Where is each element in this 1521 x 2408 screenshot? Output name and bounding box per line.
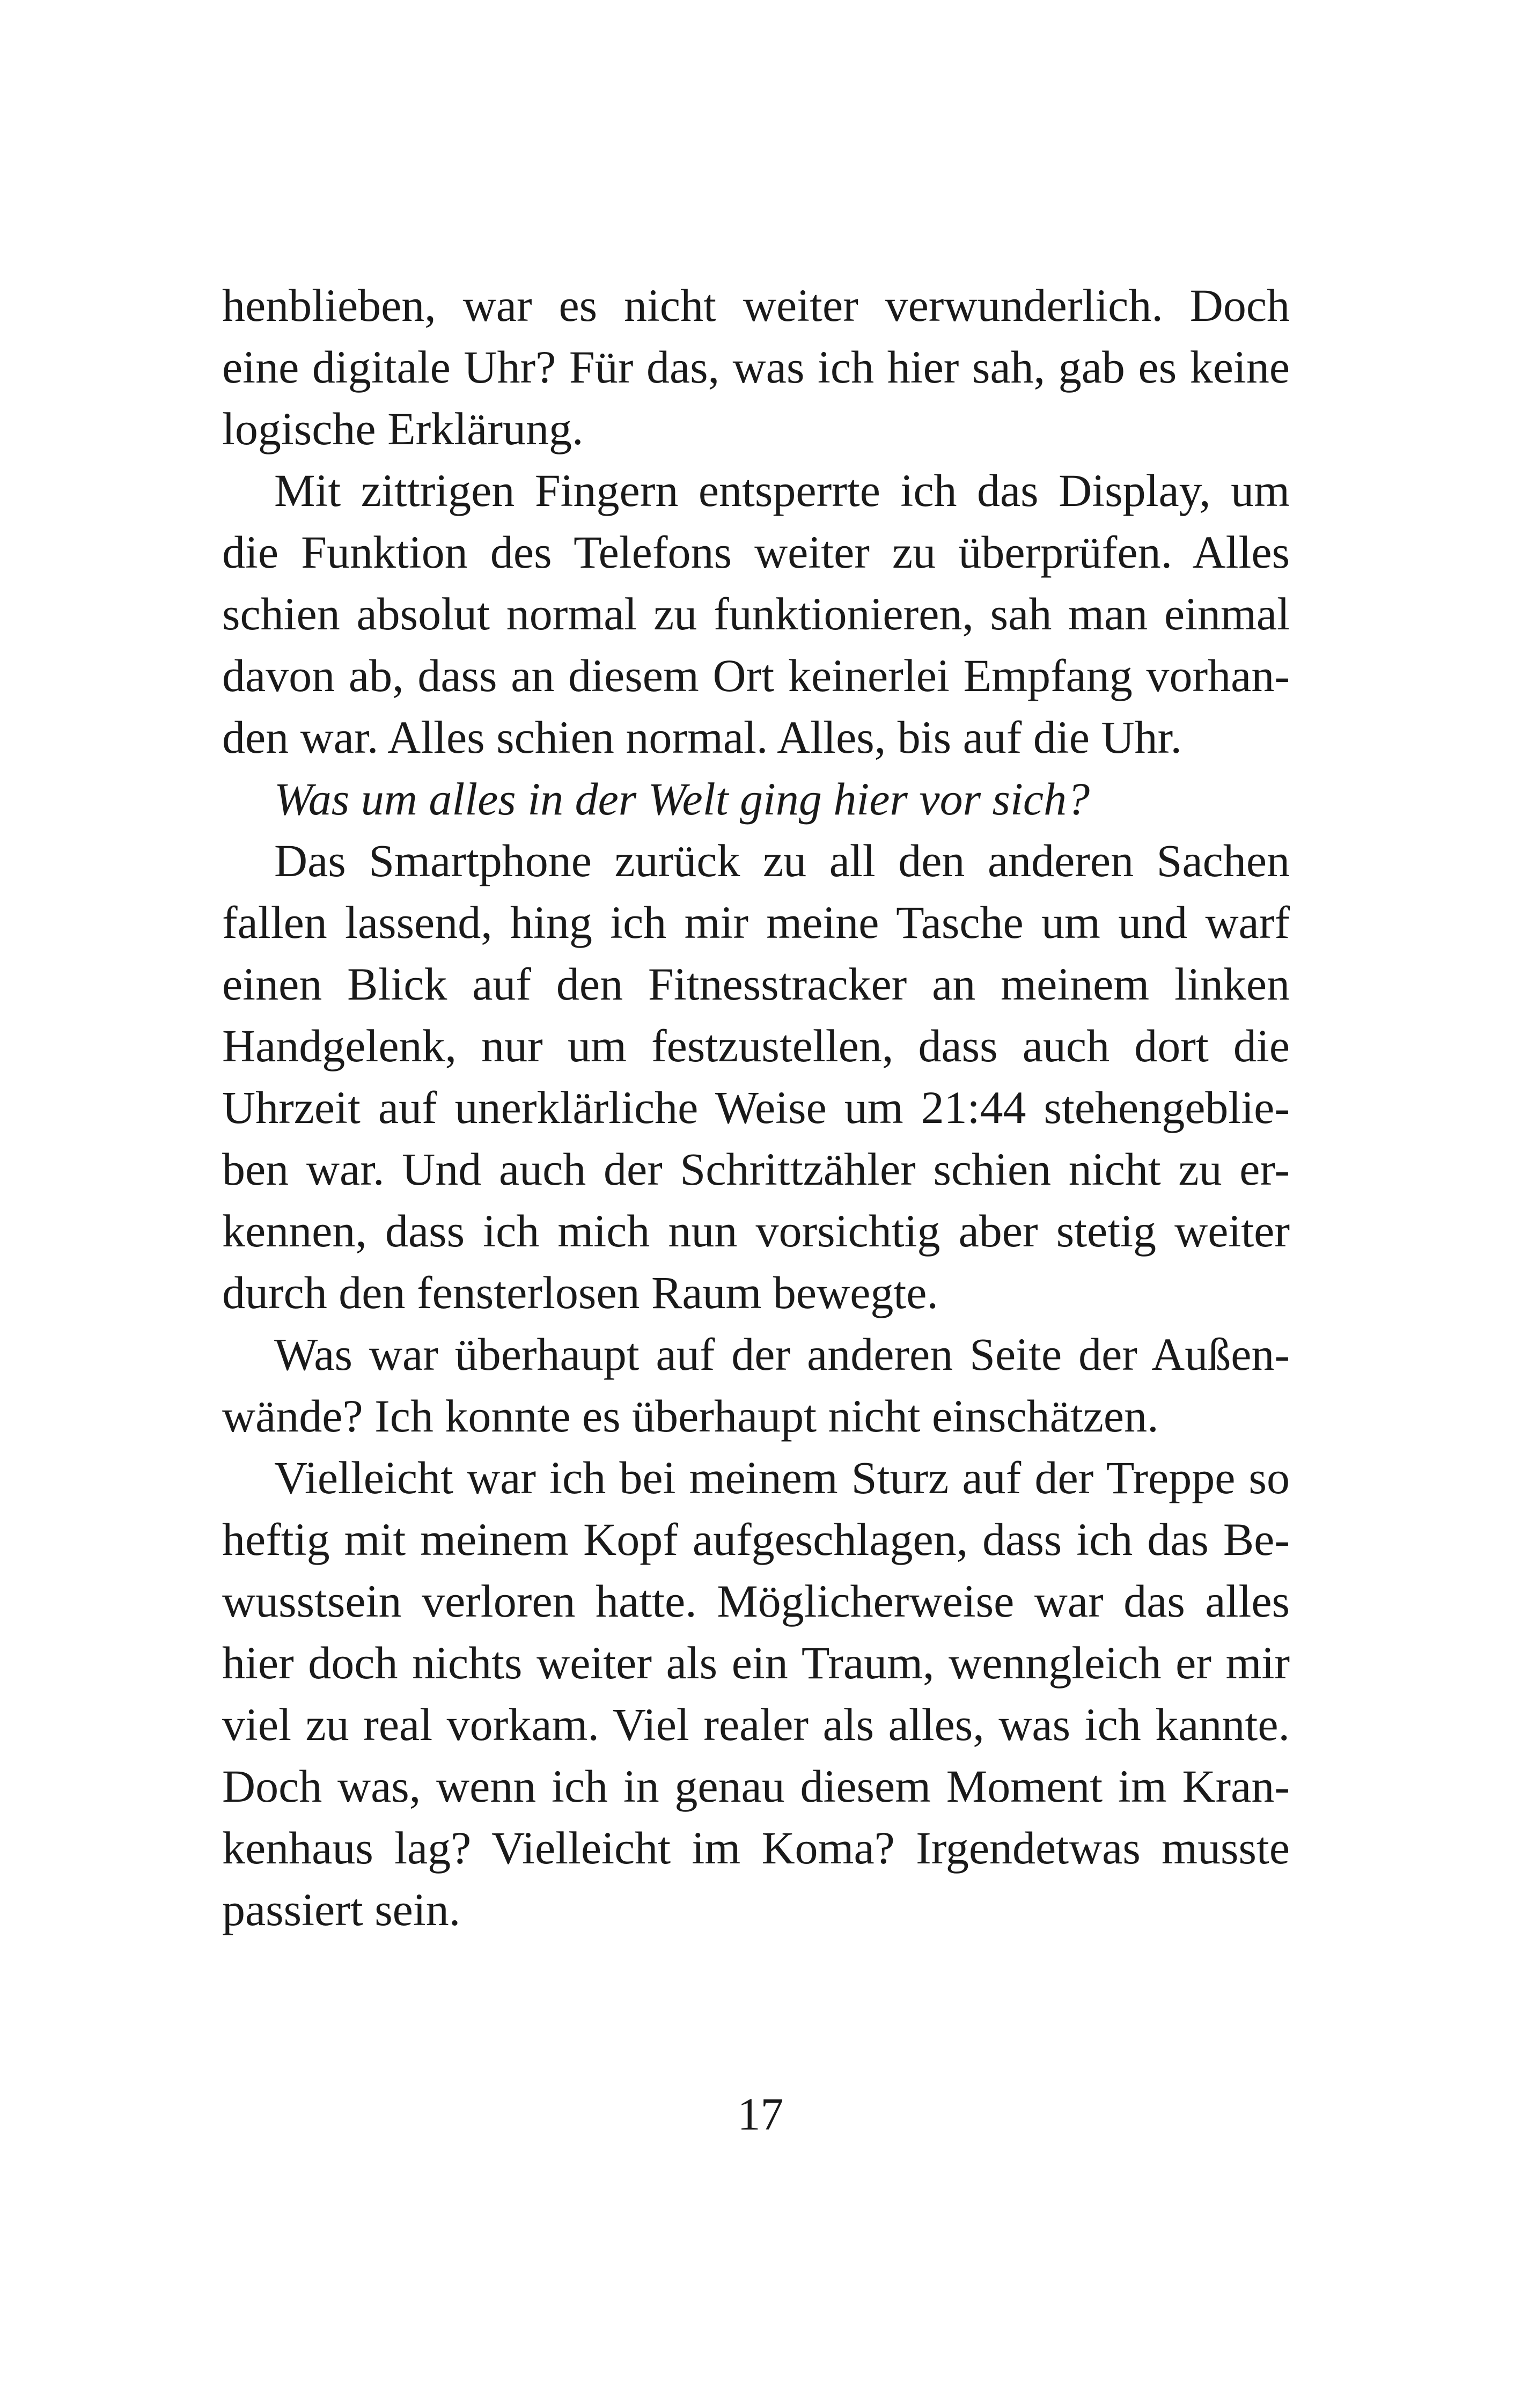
text-line: eine digitale Uhr? Für das, was ich hier sah, gab es keine	[222, 341, 1290, 393]
text-line: passiert sein.	[222, 1884, 461, 1935]
text-line: Uhrzeit auf unerklärliche Weise um 21:44 stehengeblie-	[222, 1082, 1290, 1133]
text-line: davon ab, dass an diesem Ort keinerlei Empfang vorhan-	[222, 650, 1290, 701]
text-line: logische Erklärung.	[222, 403, 584, 454]
text-line: Das Smartphone zurück zu all den anderen Sachen	[274, 835, 1290, 886]
text-line: schien absolut normal zu funktionieren, sah man einmal	[222, 588, 1290, 640]
text-line: ben war. Und auch der Schrittzähler schien nicht zu er-	[222, 1143, 1290, 1195]
text-line: wände? Ich konnte es überhaupt nicht einschätzen.	[222, 1390, 1159, 1442]
text-line: Was war überhaupt auf der anderen Seite der Außen-	[274, 1328, 1290, 1380]
text-line: fallen lassend, hing ich mir meine Tasche um und warf	[222, 897, 1290, 948]
italic-text-line: Was um alles in der Welt ging hier vor sich?	[274, 773, 1090, 825]
text-line: Doch was, wenn ich in genau diesem Moment im Kran-	[222, 1760, 1290, 1812]
text-line: wusstsein verloren hatte. Möglicherweise war das alles	[222, 1575, 1290, 1627]
text-line: hier doch nichts weiter als ein Traum, wenngleich er mir	[222, 1637, 1290, 1688]
text-line: einen Blick auf den Fitnesstracker an meinem linken	[222, 958, 1290, 1010]
text-line: henblieben, war es nicht weiter verwunderlich. Doch	[222, 280, 1290, 331]
text-line: die Funktion des Telefons weiter zu überprüfen. Alles	[222, 526, 1290, 578]
body-text	[222, 275, 1290, 1941]
text-line: Mit zittrigen Fingern entsperrte ich das Display, um	[274, 465, 1290, 516]
text-line: heftig mit meinem Kopf aufgeschlagen, dass ich das Be-	[222, 1514, 1290, 1565]
text-line: kenhaus lag? Vielleicht im Koma? Irgendetwas musste	[222, 1822, 1290, 1874]
text-line: viel zu real vorkam. Viel realer als alles, was ich kannte.	[222, 1699, 1290, 1750]
page-number: 17	[737, 2088, 784, 2140]
text-line: durch den fensterlosen Raum bewegte.	[222, 1267, 938, 1318]
text-line: den war. Alles schien normal. Alles, bis auf die Uhr.	[222, 711, 1182, 763]
text-line: kennen, dass ich mich nun vorsichtig aber stetig weiter	[222, 1205, 1290, 1257]
text-line: Handgelenk, nur um festzustellen, dass auch dort die	[222, 1020, 1290, 1071]
text-line: Vielleicht war ich bei meinem Sturz auf der Treppe so	[274, 1452, 1290, 1503]
